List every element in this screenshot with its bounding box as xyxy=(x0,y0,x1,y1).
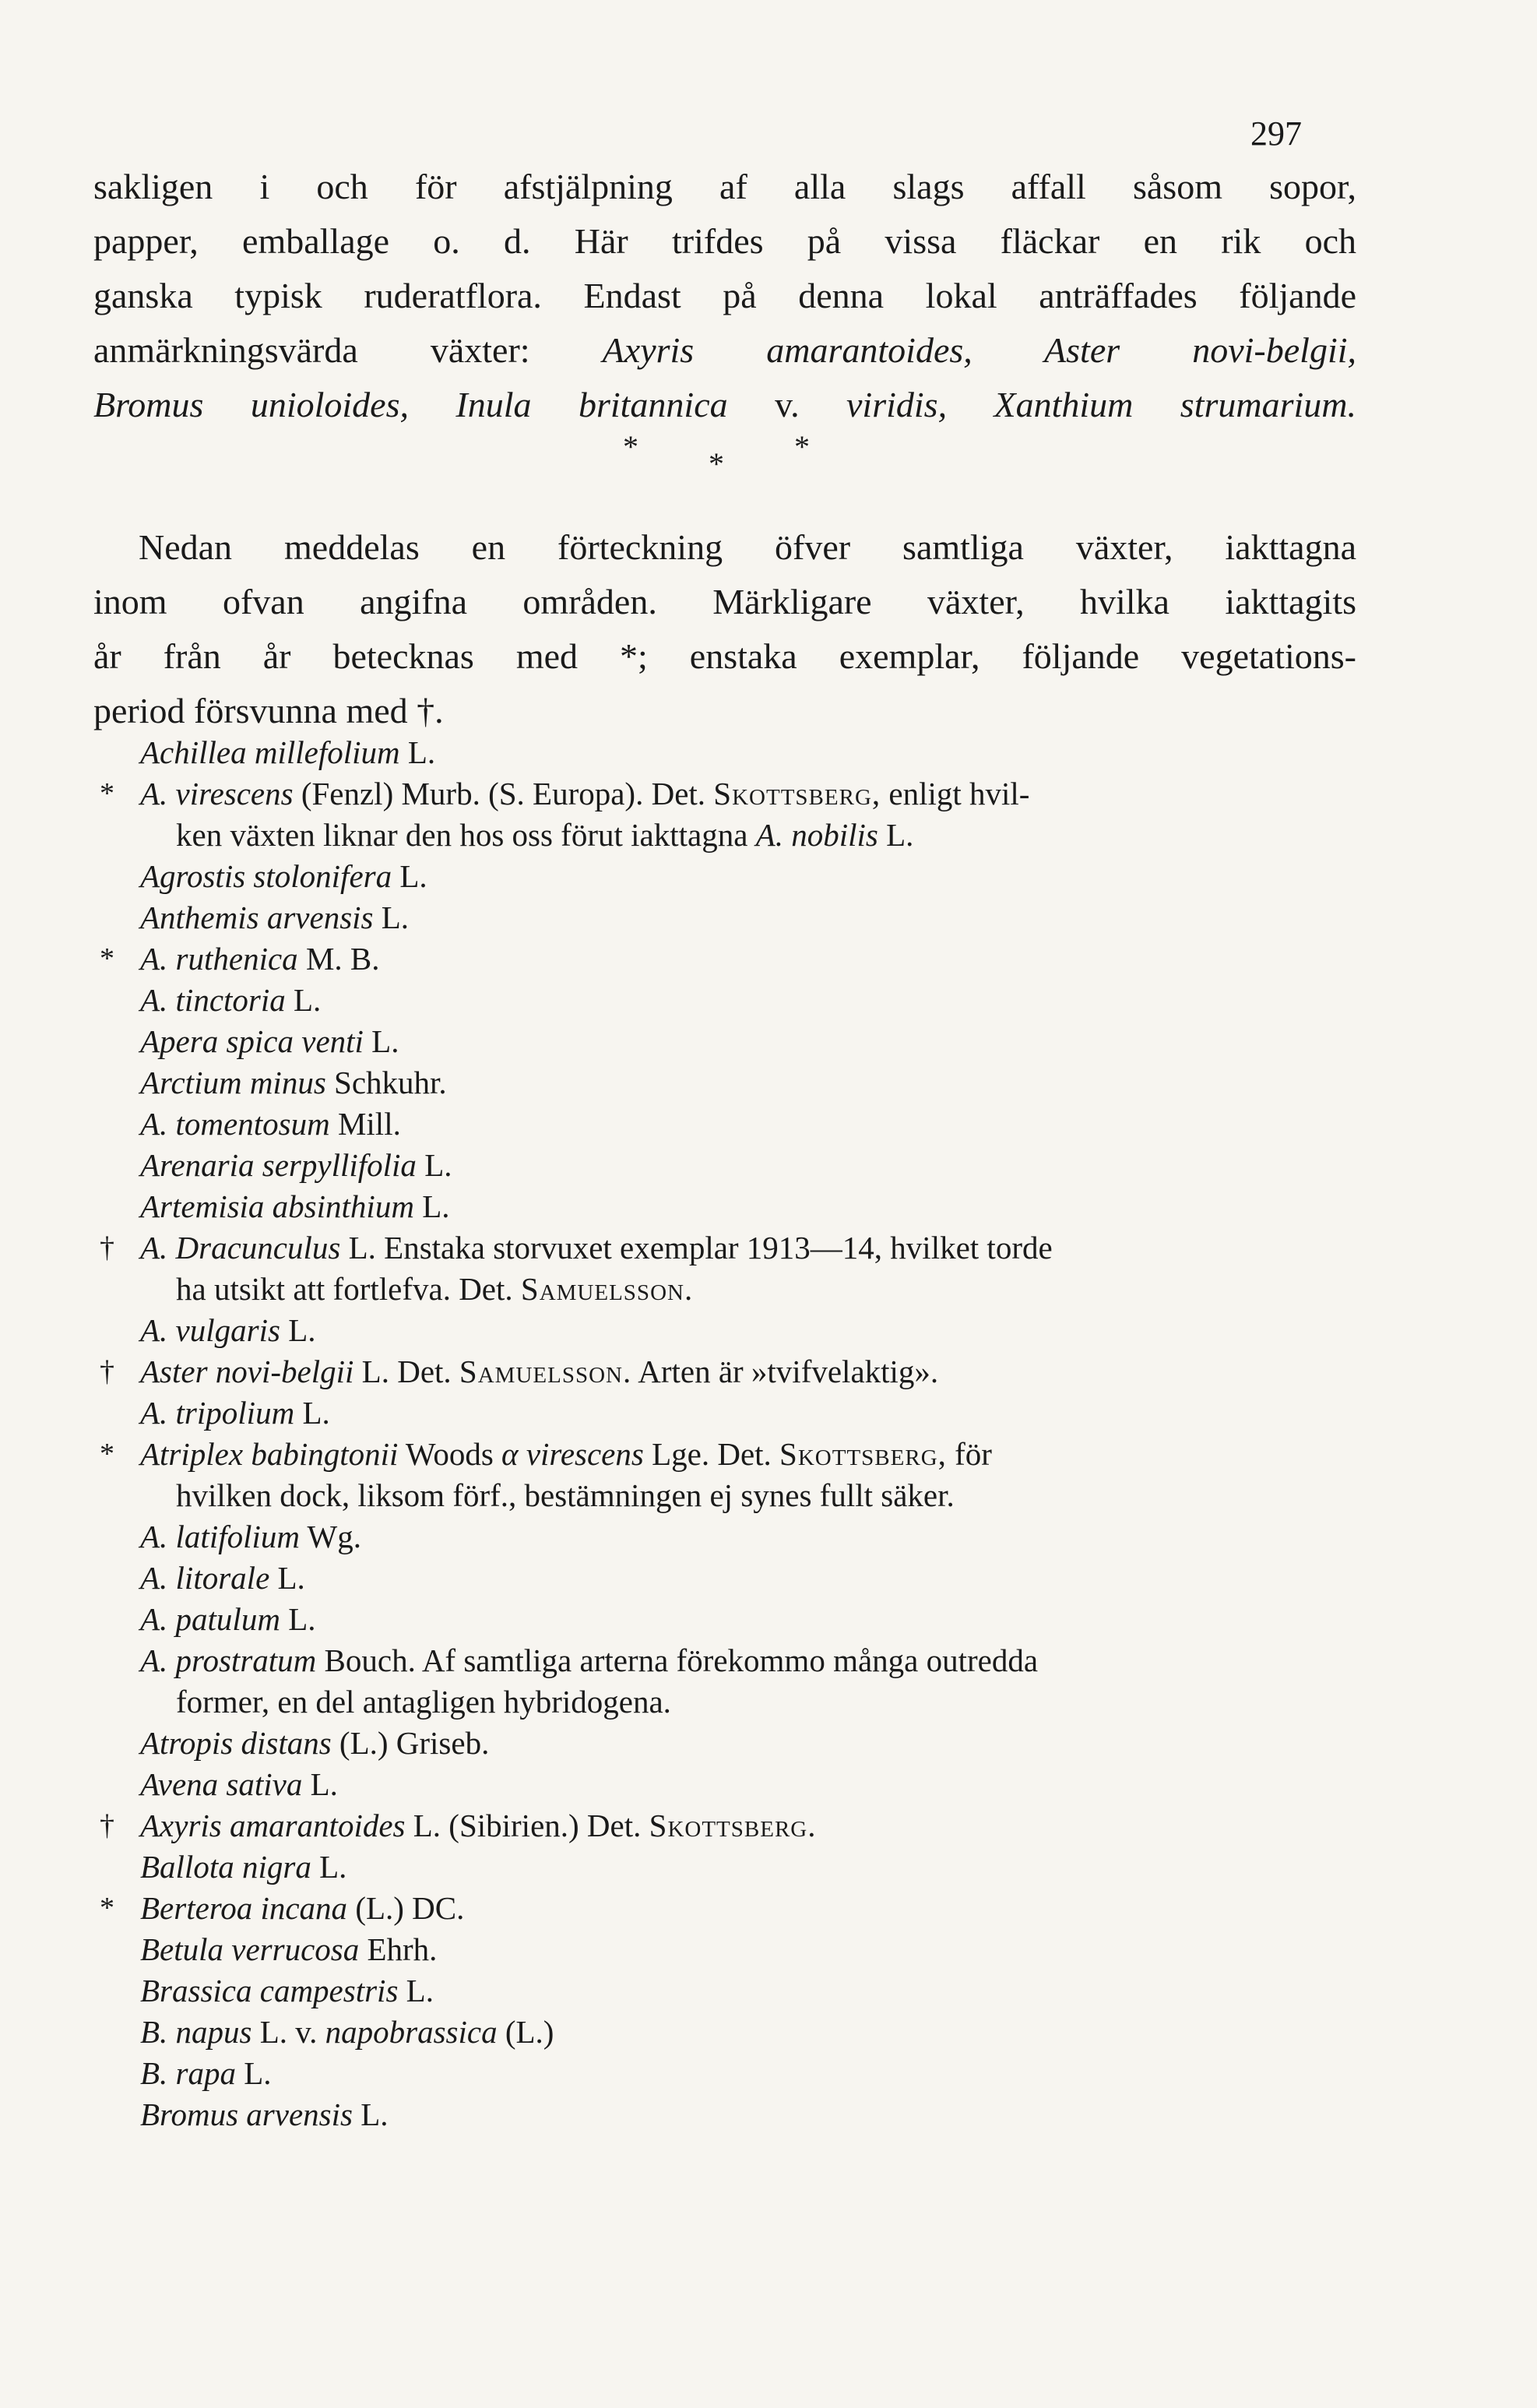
entry-mark: * xyxy=(100,1892,114,1924)
species-author: L. xyxy=(310,1766,338,1802)
species-entry xyxy=(93,1846,1370,1888)
species-author: Bouch. Af samtliga arterna förekommo många outredda xyxy=(324,1642,1039,1678)
intro-line: papper, emballage o. d. Här trifdes på vissa fläckar en rik och xyxy=(93,221,1356,261)
determiner-name: Skottsberg, xyxy=(713,776,881,811)
entry-line xyxy=(140,2014,554,2050)
species-name: Bromus unioloides, Inula britannica xyxy=(93,385,728,424)
intro-line: ganska typisk ruderatflora. Endast på denna lokal anträffades följande xyxy=(93,276,1356,315)
separator-star: * xyxy=(794,429,810,464)
species-entry xyxy=(93,1599,1370,1640)
entry-line xyxy=(140,941,380,977)
species-name: A. ruthenica xyxy=(140,941,298,977)
separator-star: * xyxy=(709,446,724,481)
species-entry xyxy=(93,1805,1370,1846)
species-entry xyxy=(93,1434,1370,1516)
species-entry xyxy=(93,1021,1370,1062)
paragraph-line: år från år betecknas med *; enstaka exemplar, följande vegetations- xyxy=(93,636,1356,676)
species-name: Aster novi-belgii xyxy=(140,1354,354,1389)
species-name: Achillea millefolium xyxy=(140,734,400,770)
species-entry xyxy=(93,1640,1370,1723)
species-name: Axyris amarantoides, Aster novi-belgii, xyxy=(602,330,1357,370)
species-author: M. B. xyxy=(305,941,380,977)
separator-star: * xyxy=(623,429,638,464)
species-entry xyxy=(93,897,1370,938)
determiner-name: Samuelsson. xyxy=(520,1271,694,1307)
species-entry xyxy=(93,980,1370,1021)
species-entry xyxy=(93,1558,1370,1599)
entry-line xyxy=(140,858,427,894)
entry-continuation xyxy=(140,815,1370,856)
species-name: Atriplex babingtonii xyxy=(140,1436,399,1472)
species-entry xyxy=(93,2053,1370,2094)
variety-name: napobrassica xyxy=(325,2014,498,2050)
species-entry xyxy=(93,1351,1370,1392)
species-name: Betula verrucosa xyxy=(140,1931,360,1967)
entry-line xyxy=(140,2096,389,2132)
paragraph-line: Nedan meddelas en förteckning öfver samtliga växter, iakttagna xyxy=(139,527,1356,567)
intro-line-text: v. xyxy=(775,385,800,424)
species-author: L. xyxy=(277,1560,305,1596)
species-name: Axyris amarantoides xyxy=(140,1808,406,1843)
species-name: A. virescens xyxy=(140,776,294,811)
entry-mark: † xyxy=(100,1355,114,1388)
entry-line xyxy=(140,2055,272,2091)
entry-line xyxy=(140,1973,434,2008)
entry-line xyxy=(140,1519,361,1554)
species-entry xyxy=(93,1186,1370,1227)
paragraph-line: period försvunna med †. xyxy=(93,691,444,730)
entry-continuation xyxy=(140,1681,1370,1723)
entry-line xyxy=(140,982,321,1018)
species-author: L. xyxy=(288,1601,316,1637)
continuation-text: former, en del antagligen hybridogena. xyxy=(176,1684,671,1720)
entry-line xyxy=(140,1931,437,1967)
species-author: (L.) DC. xyxy=(355,1890,465,1926)
species-name: Bromus arvensis xyxy=(140,2096,353,2132)
species-entry xyxy=(93,773,1370,856)
species-name: Arctium minus xyxy=(140,1065,326,1100)
species-name: A. latifolium xyxy=(140,1519,300,1554)
entry-line xyxy=(140,1560,305,1596)
entry-line xyxy=(140,1808,816,1843)
species-name: Apera spica venti xyxy=(140,1023,364,1059)
species-author: L. xyxy=(361,2096,389,2132)
entry-line xyxy=(140,1890,464,1926)
entry-mark: * xyxy=(100,1438,114,1470)
entry-line xyxy=(140,1766,338,1802)
species-author: L. xyxy=(302,1395,330,1431)
continuation-text: ha utsikt att fortlefva. Det. xyxy=(176,1271,513,1307)
species-name: A. tinctoria xyxy=(140,982,286,1018)
entry-line xyxy=(140,1065,447,1100)
species-name: A. tomentosum xyxy=(140,1106,330,1142)
entry-line xyxy=(140,1188,449,1224)
species-name: Berteroa incana xyxy=(140,1890,348,1926)
entry-line xyxy=(140,1436,992,1472)
species-entry xyxy=(93,1888,1370,1929)
species-note: för xyxy=(955,1436,992,1472)
species-author: (Fenzl) Murb. (S. Europa). Det. xyxy=(301,776,706,811)
intro-line-text: anmärkningsvärda växter: xyxy=(93,330,530,370)
species-name: B. rapa xyxy=(140,2055,236,2091)
species-note: Arten är »tvifvelaktig». xyxy=(638,1354,939,1389)
entry-mark: * xyxy=(100,942,114,975)
intro-line: sakligen i och för afstjälpning af alla slags affall såsom sopor, xyxy=(93,167,1356,206)
species-entry xyxy=(93,1227,1370,1310)
species-author: (L.) Griseb. xyxy=(339,1725,490,1761)
species-name: Brassica campestris xyxy=(140,1973,399,2008)
entry-mark: * xyxy=(100,777,114,810)
species-author: L. Det. xyxy=(361,1354,452,1389)
species-name: A. Dracunculus xyxy=(140,1230,341,1266)
page-number: 297 xyxy=(1250,114,1302,153)
species-author: L. xyxy=(381,899,410,935)
species-author: Wg. xyxy=(307,1519,361,1554)
species-author: L. xyxy=(244,2055,272,2091)
species-author: Mill. xyxy=(337,1106,401,1142)
determiner-name: Samuelsson. xyxy=(459,1354,632,1389)
species-name: Agrostis stolonifera xyxy=(140,858,392,894)
species-name: Arenaria serpyllifolia xyxy=(140,1147,417,1183)
entry-line xyxy=(140,1354,938,1389)
species-entry xyxy=(93,2094,1370,2135)
species-author: L. xyxy=(399,858,427,894)
entry-mark: † xyxy=(100,1809,114,1842)
species-name: A. nobilis xyxy=(755,817,878,853)
species-entry xyxy=(93,1929,1370,1970)
species-entry xyxy=(93,2012,1370,2053)
entry-line xyxy=(140,1147,452,1183)
entry-line xyxy=(140,1023,399,1059)
species-name: A. prostratum xyxy=(140,1642,317,1678)
continuation-text: hvilken dock, liksom förf., bestämningen ej synes fullt säker. xyxy=(176,1477,955,1513)
species-entry xyxy=(93,1970,1370,2012)
species-entry xyxy=(93,1104,1370,1145)
species-name: Atropis distans xyxy=(140,1725,332,1761)
species-entry xyxy=(93,1516,1370,1558)
species-author: L. xyxy=(406,1973,434,2008)
species-note: enligt hvil- xyxy=(888,776,1030,811)
species-author: Ehrh. xyxy=(367,1931,438,1967)
entry-line xyxy=(140,1849,346,1885)
species-author: L. xyxy=(424,1147,452,1183)
entry-line xyxy=(140,1395,330,1431)
section-separator xyxy=(623,428,856,491)
species-entry xyxy=(93,1145,1370,1186)
species-note: Lge. Det. xyxy=(652,1436,772,1472)
species-name: A. vulgaris xyxy=(140,1312,280,1348)
species-author: L. v. xyxy=(259,2014,318,2050)
entry-line xyxy=(140,776,1029,811)
species-name: Anthemis arvensis xyxy=(140,899,374,935)
species-author: L. xyxy=(294,982,322,1018)
species-name: B. napus xyxy=(140,2014,252,2050)
species-entry xyxy=(93,856,1370,897)
entry-continuation xyxy=(140,1269,1370,1310)
species-name: A. tripolium xyxy=(140,1395,295,1431)
intro-line xyxy=(93,323,1356,378)
species-entry xyxy=(93,1062,1370,1104)
species-list xyxy=(93,732,1370,2135)
continuation-text: ken växten liknar den hos oss förut iakttagna xyxy=(176,817,748,853)
species-entry xyxy=(93,732,1370,773)
species-name: Avena sativa xyxy=(140,1766,303,1802)
entry-line xyxy=(140,1230,1053,1266)
species-entry xyxy=(93,1723,1370,1764)
species-author: L. Enstaka storvuxet exemplar 1913—14, hvilket torde xyxy=(348,1230,1053,1266)
entry-line xyxy=(140,1106,401,1142)
species-author: L. xyxy=(422,1188,450,1224)
species-author: L. (Sibirien.) Det. xyxy=(413,1808,642,1843)
entry-mark: † xyxy=(100,1231,114,1264)
species-name: viridis, Xanthium strumarium. xyxy=(846,385,1357,424)
species-name: A. litorale xyxy=(140,1560,270,1596)
species-author: Schkuhr. xyxy=(334,1065,447,1100)
species-entry xyxy=(93,1392,1370,1434)
entry-line xyxy=(140,734,435,770)
species-name: Artemisia absinthium xyxy=(140,1188,414,1224)
entry-line xyxy=(140,1312,315,1348)
entry-line xyxy=(140,899,409,935)
species-author: Woods xyxy=(405,1436,494,1472)
determiner-name: Skottsberg, xyxy=(779,1436,947,1472)
species-entry xyxy=(93,1764,1370,1805)
species-author: L. xyxy=(886,817,914,853)
species-author: L. xyxy=(288,1312,316,1348)
list-intro-paragraph xyxy=(93,520,1356,738)
variety-name: virescens xyxy=(526,1436,644,1472)
species-entry xyxy=(93,1310,1370,1351)
species-entry xyxy=(93,938,1370,980)
entry-continuation xyxy=(140,1475,1370,1516)
paragraph-line: inom ofvan angifna områden. Märkligare växter, hvilka iakttagits xyxy=(93,582,1356,621)
intro-paragraph xyxy=(93,160,1356,432)
entry-line xyxy=(140,1725,489,1761)
species-name: Ballota nigra xyxy=(140,1849,311,1885)
intro-line xyxy=(93,378,1356,432)
variety-symbol: α xyxy=(501,1436,519,1472)
entry-line xyxy=(140,1642,1038,1678)
species-author: L. xyxy=(407,734,436,770)
species-name: A. patulum xyxy=(140,1601,280,1637)
species-author: L. xyxy=(319,1849,347,1885)
entry-line xyxy=(140,1601,315,1637)
determiner-name: Skottsberg. xyxy=(649,1808,817,1843)
species-note: (L.) xyxy=(505,2014,554,2050)
species-author: L. xyxy=(371,1023,399,1059)
